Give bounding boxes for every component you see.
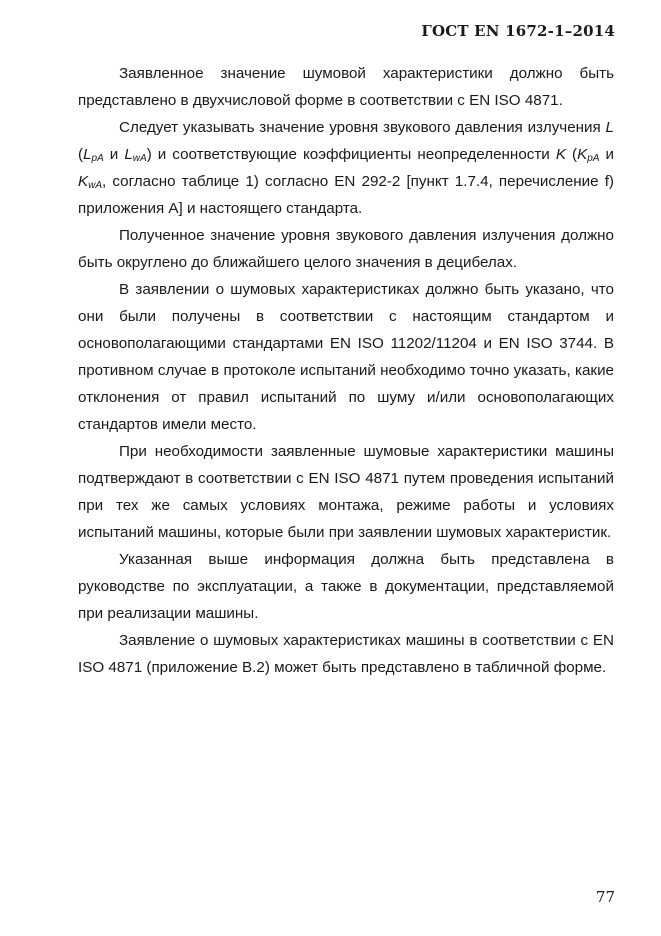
paragraph-table-form: Заявление о шумовых характеристиках машины в соответствии с EN ISO 4871 (приложение B.2) может быть представлено в табличной форме. [78, 632, 614, 676]
symbol-subscript: pA [587, 153, 600, 164]
symbol-K: K [555, 146, 566, 163]
text-fragment: Следует указывать значение уровня звукового давления излучения [119, 119, 606, 136]
text-fragment: ) и соответствующие коэффициенты неопределенности [146, 146, 556, 163]
paragraph-verification: При необходимости заявленные шумовые характеристики машины подтверждают в соответствии с EN ISO 4871 путем проведения испытаний при тех же самых условиях монтажа, режиме работы и условиях испытаний машины, которые были при заявлении шумовых характеристик. [78, 443, 614, 541]
symbol-LpA [83, 146, 104, 163]
paragraph-rounding: Полученное значение уровня звукового давления излучения должно быть округлено до ближайшего целого значения в децибелах. [78, 227, 614, 271]
page-number: 77 [595, 888, 615, 906]
text-fragment: ( [78, 146, 84, 163]
document-body [78, 60, 614, 681]
text-fragment: и [599, 146, 614, 163]
symbol-base: L [83, 146, 92, 163]
paragraph-manual-info: Указанная выше информация должна быть представлена в руководстве по эксплуатации, а также в документации, представляемой при реализации машины. [78, 551, 614, 622]
symbol-L: L [605, 119, 614, 136]
text-fragment: ( [565, 146, 578, 163]
symbol-subscript: pA [91, 153, 104, 164]
symbol-base: L [124, 146, 133, 163]
symbol-LwA [124, 146, 146, 163]
text-fragment: и [103, 146, 125, 163]
paragraph-declaration-statement: В заявлении о шумовых характеристиках должно быть указано, что они были получены в соответствии с настоящим стандартом и основополагающими стандартами EN ISO 11202/11204 и EN ISO 3744. В противном случае в протоколе испытаний необходимо точно указать, какие отклонения от правил испытаний по шуму и/или основополагающих стандартов имели место. [78, 281, 614, 433]
symbol-base: K [78, 173, 89, 190]
symbol-KwA [78, 173, 102, 190]
symbol-subscript: wA [132, 153, 147, 164]
symbol-subscript: wA [88, 180, 103, 191]
text-fragment: , согласно таблице 1) согласно EN 292-2 [пункт 1.7.4, перечисление f) приложения A] и настоящего стандарта. [78, 173, 614, 217]
symbol-base: K [577, 146, 588, 163]
paragraph-declared-value: Заявленное значение шумовой характеристики должно быть представлено в двухчисловой форме в соответствии с EN ISO 4871. [78, 65, 614, 109]
document-header: ГОСТ EN 1672-1–2014 [421, 22, 615, 40]
symbol-KpA [577, 146, 599, 163]
paragraph-sound-pressure-level [78, 114, 614, 222]
